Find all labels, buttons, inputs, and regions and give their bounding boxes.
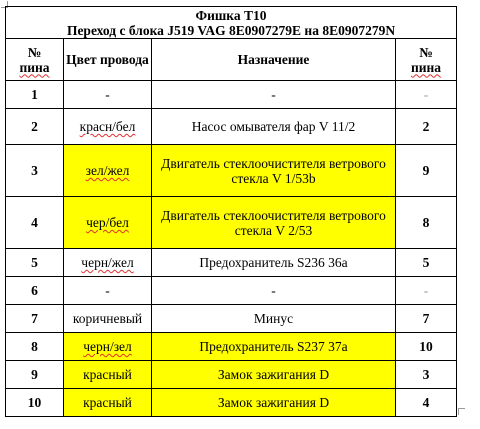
table-resize-handle[interactable]: [458, 408, 465, 415]
pin-purpose: Замок зажигания D: [152, 361, 396, 389]
pin-number: 3: [6, 145, 64, 197]
table-subtitle: Переход с блока J519 VAG 8E0907279E на 8E0907279N: [66, 22, 396, 38]
new-pin-number: 2: [396, 109, 457, 145]
table-row: [6, 277, 457, 305]
header-pin-right-label: пина: [410, 59, 442, 75]
pin-number: 8: [6, 333, 64, 361]
new-pin-number: -: [396, 277, 457, 305]
pin-number: 4: [6, 197, 64, 249]
pin-number: 7: [6, 305, 64, 333]
header-pin-left: [6, 39, 64, 81]
table-row: [6, 361, 457, 389]
wire-color: [64, 109, 152, 145]
new-pin-number: 7: [396, 305, 457, 333]
pin-purpose: -: [152, 277, 396, 305]
wire-color-text: красн/бел: [79, 119, 136, 134]
title-row: [6, 7, 457, 39]
header-pin-right-no: №: [419, 44, 433, 60]
pinout-table-container: [5, 6, 456, 417]
wire-color: [64, 197, 152, 249]
pin-number: 9: [6, 361, 64, 389]
new-pin-number: -: [396, 81, 457, 109]
pin-purpose: Двигатель стеклоочистителя ветрового стекла V 2/53: [152, 197, 396, 249]
new-pin-number: 5: [396, 249, 457, 277]
table-title-cell: [6, 7, 457, 39]
wire-color-text: чер/бел: [86, 215, 129, 230]
wire-color: коричневый: [64, 305, 152, 333]
pin-number: 10: [6, 389, 64, 417]
pin-purpose: Предохранитель S236 36a: [152, 249, 396, 277]
table-row: [6, 333, 457, 361]
wire-color: [64, 249, 152, 277]
wire-color: -: [64, 81, 152, 109]
table-row: [6, 305, 457, 333]
pin-purpose: Двигатель стеклоочистителя ветрового стекла V 1/53b: [152, 145, 396, 197]
table-row: [6, 109, 457, 145]
table-row: [6, 249, 457, 277]
pin-purpose: Замок зажигания D: [152, 389, 396, 417]
wire-color-text: черн/жел: [81, 255, 134, 270]
table-title: Фишка Т10: [195, 7, 267, 23]
wire-color-text: черн/зел: [83, 339, 132, 354]
table-row: [6, 145, 457, 197]
wire-color: [64, 145, 152, 197]
wire-color: красный: [64, 361, 152, 389]
header-row: [6, 39, 457, 81]
new-pin-number: 4: [396, 389, 457, 417]
wire-color: -: [64, 277, 152, 305]
new-pin-number: 9: [396, 145, 457, 197]
pin-purpose: Минус: [152, 305, 396, 333]
header-wire-color: Цвет провода: [64, 39, 152, 81]
wire-color: красный: [64, 389, 152, 417]
pinout-table: [5, 6, 457, 417]
pin-number: 2: [6, 109, 64, 145]
pin-purpose: Насос омывателя фар V 11/2: [152, 109, 396, 145]
table-row: [6, 389, 457, 417]
header-purpose: Назначение: [152, 39, 396, 81]
pin-number: 6: [6, 277, 64, 305]
new-pin-number: 10: [396, 333, 457, 361]
wire-color-text: зел/жел: [85, 163, 130, 178]
table-row: [6, 81, 457, 109]
header-pin-left-no: №: [27, 44, 42, 60]
header-pin-left-label: пина: [19, 59, 50, 75]
pin-number: 5: [6, 249, 64, 277]
table-row: [6, 197, 457, 249]
new-pin-number: 3: [396, 361, 457, 389]
pin-purpose: Предохранитель S237 37a: [152, 333, 396, 361]
pin-purpose: -: [152, 81, 396, 109]
header-pin-right: [396, 39, 457, 81]
new-pin-number: 8: [396, 197, 457, 249]
wire-color: [64, 333, 152, 361]
pin-number: 1: [6, 81, 64, 109]
